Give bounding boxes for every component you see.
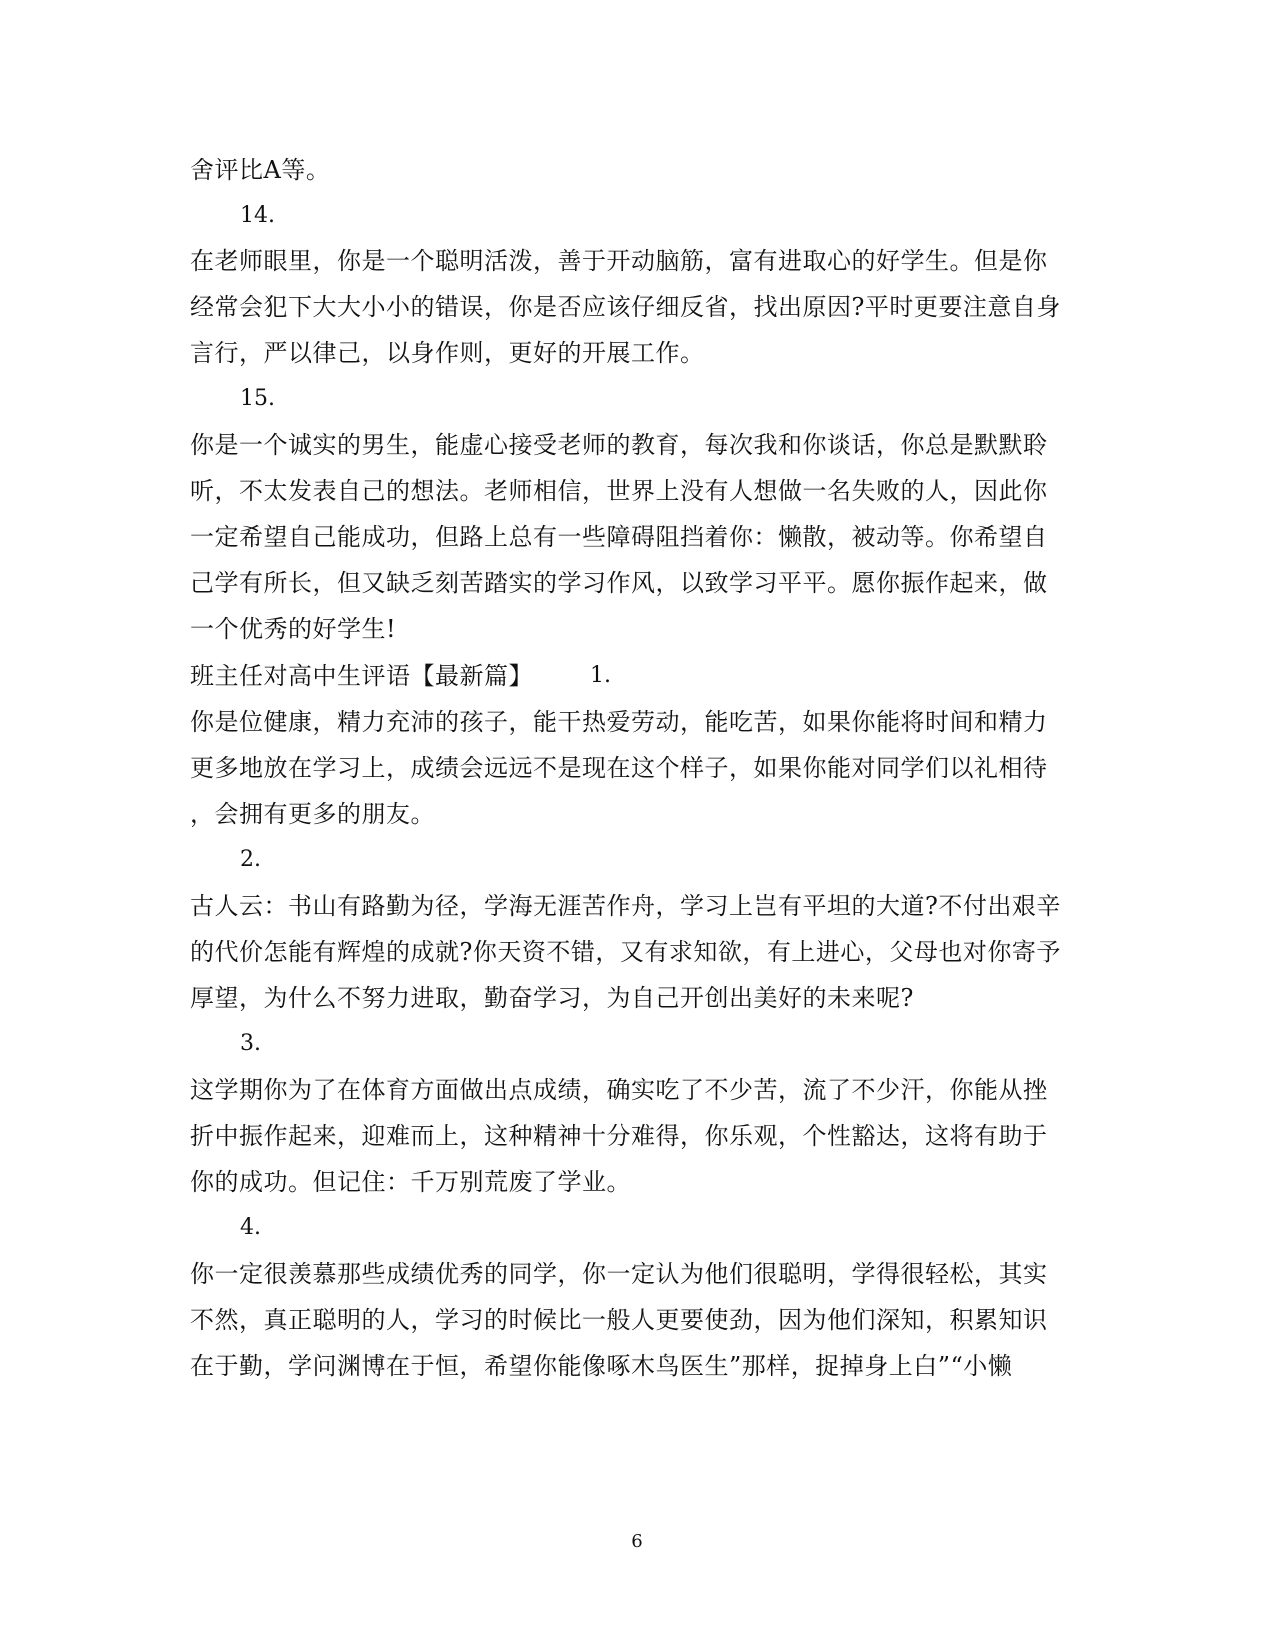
- paragraph-line: ，会拥有更多的朋友。: [190, 800, 435, 828]
- paragraph-line: 在于勤，学问渊博在于恒，希望你能像啄木鸟医生”那样，捉掉身上白”“小懒: [190, 1352, 1013, 1380]
- paragraph-line: 的代价怎能有辉煌的成就?你天资不错，又有求知欲，有上进心，父母也对你寄予: [190, 938, 1061, 966]
- item-number-2: 2.: [240, 847, 261, 872]
- paragraph-line: 听，不太发表自己的想法。老师相信，世界上没有人想做一名失败的人，因此你: [190, 477, 1048, 505]
- paragraph-line: 你是位健康，精力充沛的孩子，能干热爱劳动，能吃苦，如果你能将时间和精力: [190, 708, 1048, 736]
- paragraph-line: 你是一个诚实的男生，能虚心接受老师的教育，每次我和你谈话，你总是默默聆: [190, 431, 1048, 459]
- paragraph-line: 经常会犯下大大小小的错误，你是否应该仔细反省，找出原因?平时更要注意自身: [190, 293, 1061, 321]
- paragraph-line: 在老师眼里，你是一个聪明活泼，善于开动脑筋，富有进取心的好学生。但是你: [190, 247, 1048, 275]
- page-number: 6: [631, 1531, 643, 1552]
- paragraph-line: 更多地放在学习上，成绩会远远不是现在这个样子，如果你能对同学们以礼相待: [190, 754, 1048, 782]
- section-heading: 班主任对高中生评语【最新篇】: [190, 662, 533, 690]
- paragraph-line: 这学期你为了在体育方面做出点成绩，确实吃了不少苦，流了不少汗，你能从挫: [190, 1076, 1048, 1104]
- item-number-3: 3.: [240, 1031, 261, 1056]
- paragraph-line: 己学有所长，但又缺乏刻苦踏实的学习作风，以致学习平平。愿你振作起来，做: [190, 569, 1048, 597]
- paragraph-line: 一定希望自己能成功，但路上总有一些障碍阻挡着你：懒散，被动等。你希望自: [190, 523, 1048, 551]
- paragraph-line: 言行，严以律己，以身作则，更好的开展工作。: [190, 339, 705, 367]
- item-number-15: 15.: [240, 386, 275, 411]
- paragraph-line: 折中振作起来，迎难而上，这种精神十分难得，你乐观，个性豁达，这将有助于: [190, 1122, 1048, 1150]
- item-number-4: 4.: [240, 1215, 261, 1240]
- item-number-14: 14.: [240, 203, 275, 228]
- paragraph-line: 你一定很羡慕那些成绩优秀的同学，你一定认为他们很聪明，学得很轻松，其实: [190, 1260, 1048, 1288]
- paragraph-line: 古人云：书山有路勤为径，学海无涯苦作舟，学习上岂有平坦的大道?不付出艰辛: [190, 892, 1061, 920]
- paragraph-line: 厚望，为什么不努力进取，勤奋学习，为自己开创出美好的未来呢?: [190, 984, 914, 1012]
- paragraph-line: 舍评比A等。: [190, 156, 331, 184]
- paragraph-line: 不然，真正聪明的人，学习的时候比一般人更要使劲，因为他们深知，积累知识: [190, 1306, 1048, 1334]
- paragraph-line: 你的成功。但记住：千万别荒废了学业。: [190, 1168, 631, 1196]
- item-number-1: 1.: [590, 663, 611, 688]
- paragraph-line: 一个优秀的好学生!: [190, 615, 397, 643]
